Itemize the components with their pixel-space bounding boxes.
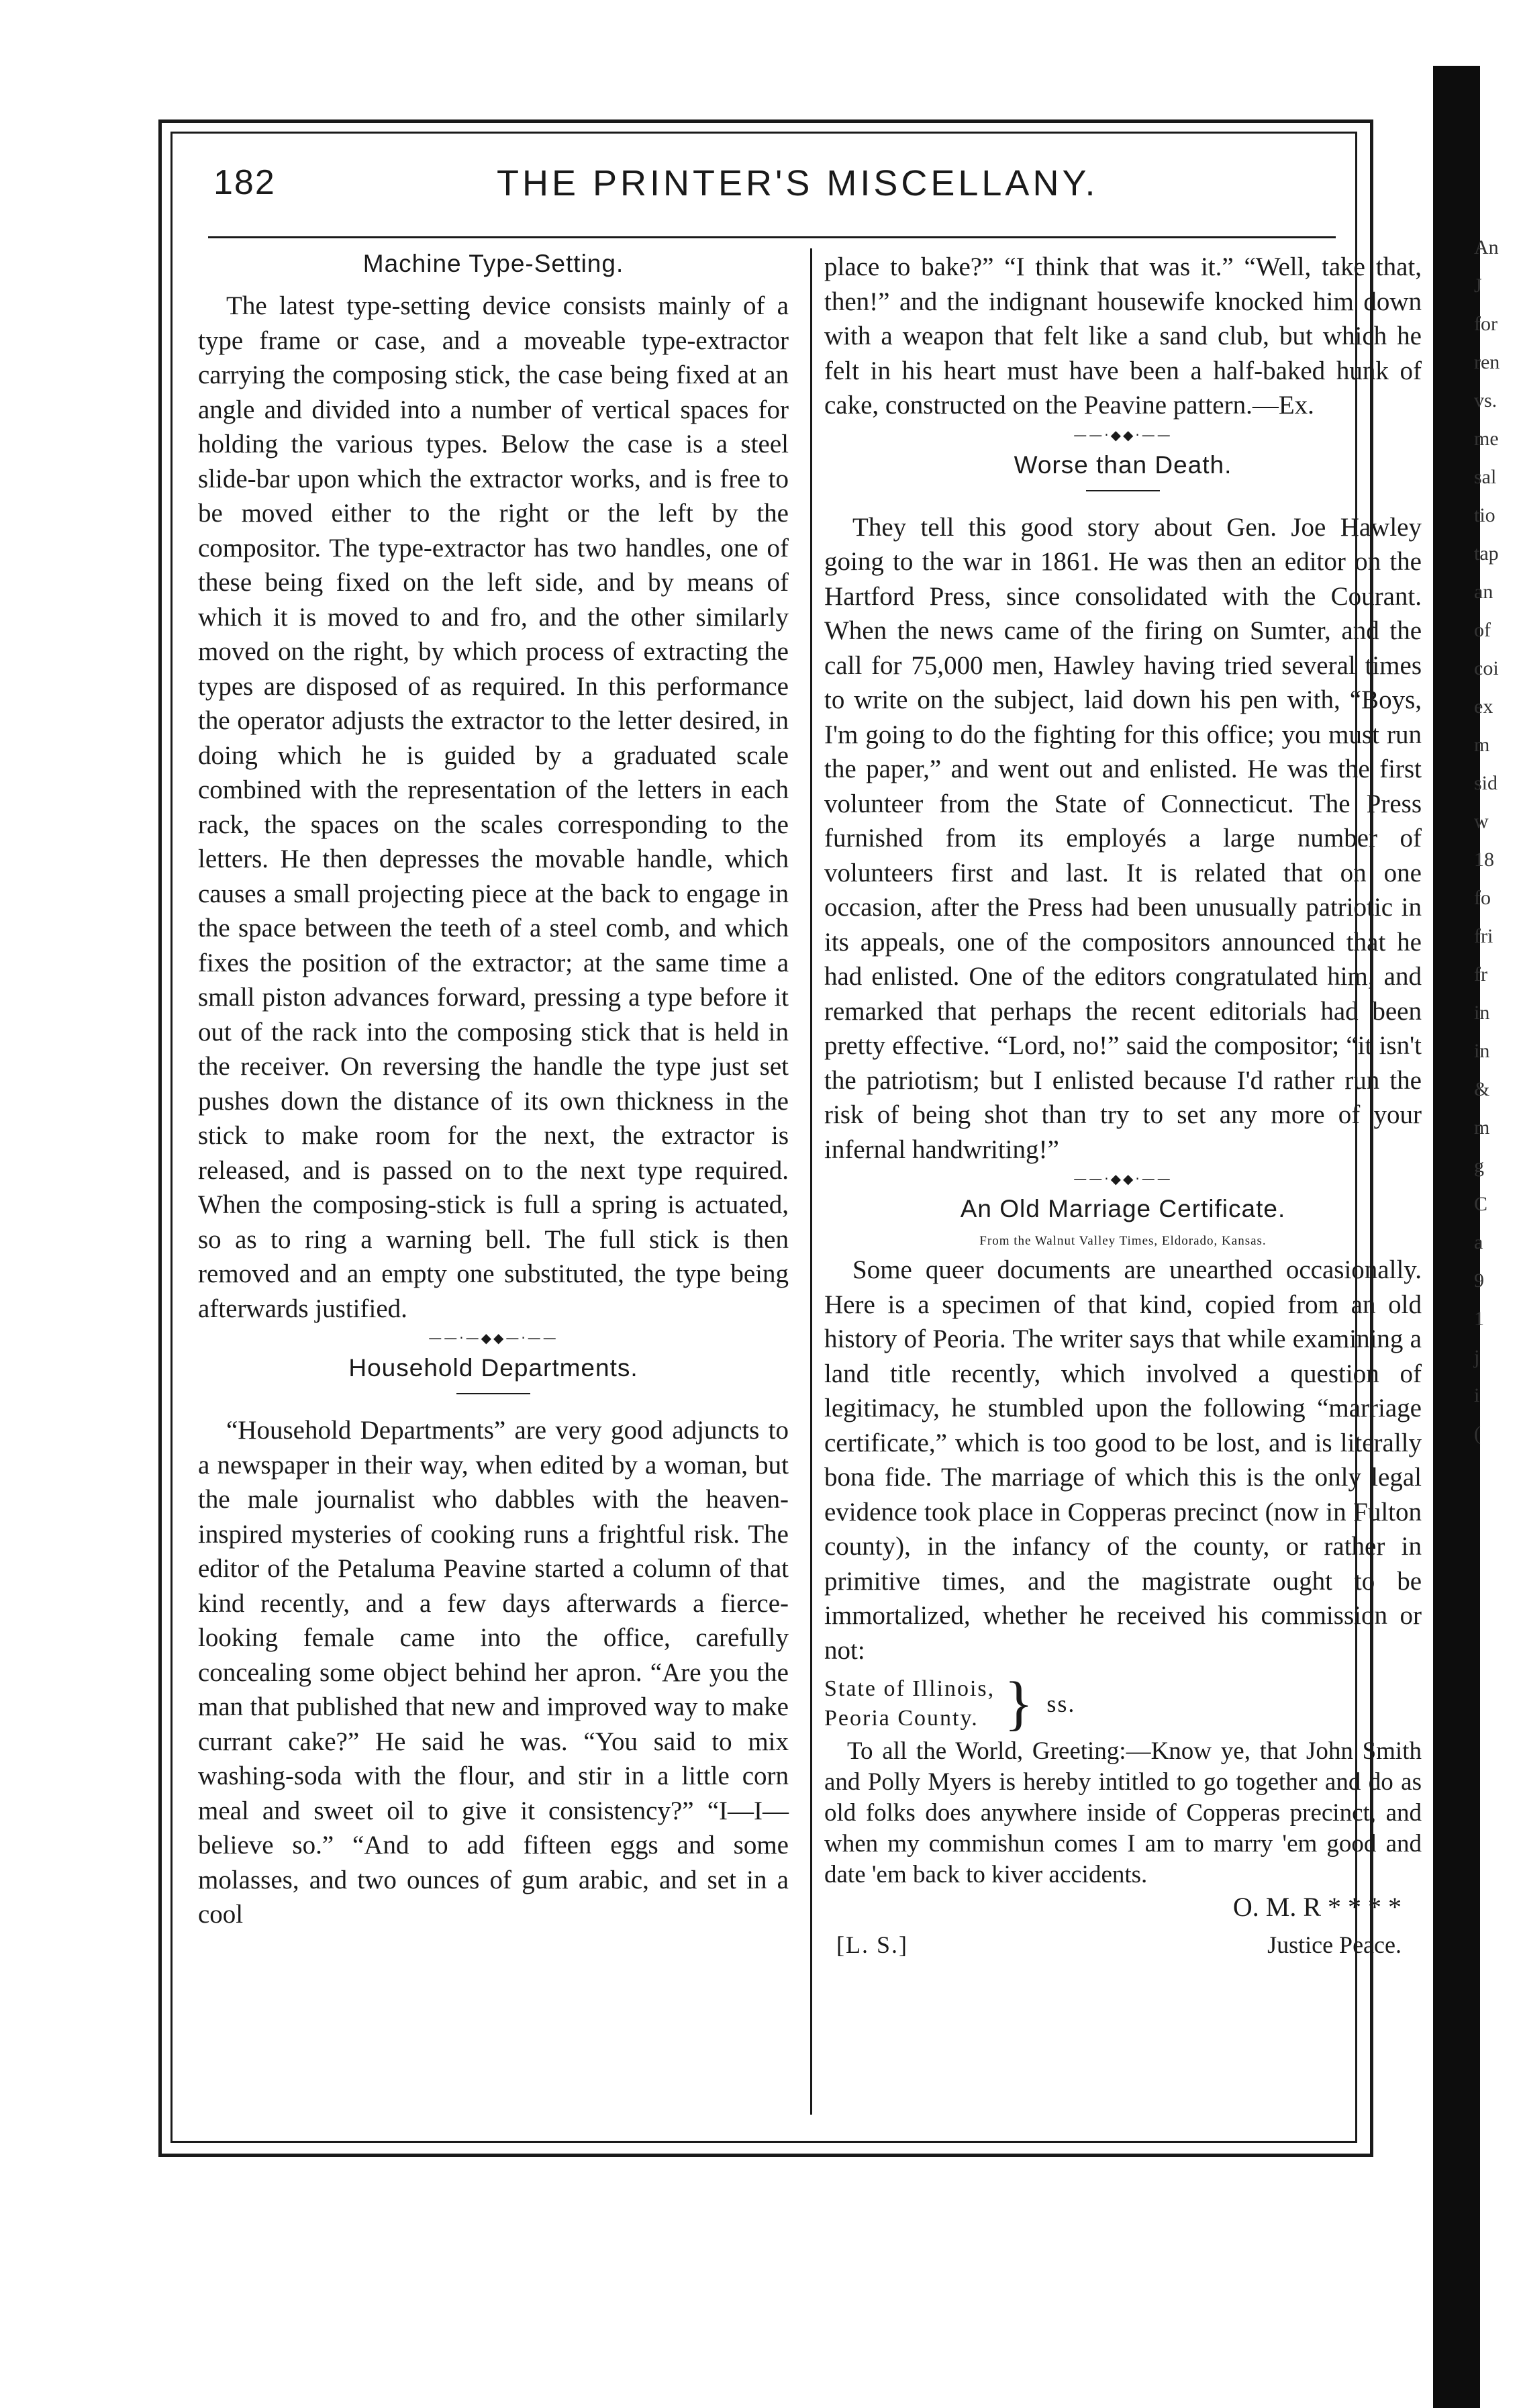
right-column xyxy=(824,250,1422,1960)
column-divider xyxy=(810,248,812,2115)
neighbor-fragment: & xyxy=(1474,1078,1490,1100)
neighbor-fragment: tio xyxy=(1474,504,1495,526)
neighbor-fragment: in xyxy=(1474,1040,1490,1062)
neighbor-fragment: j xyxy=(1474,1346,1480,1368)
neighbor-fragment: i xyxy=(1474,1384,1480,1406)
neighbor-fragment: ( xyxy=(1474,1423,1481,1445)
heading-rule xyxy=(456,1393,530,1394)
neighbor-fragment: in xyxy=(1474,1002,1490,1024)
neighbor-fragment: C xyxy=(1474,1193,1488,1215)
neighbor-fragment: for xyxy=(1474,313,1498,335)
certificate-venue xyxy=(824,1670,1422,1737)
neighbor-fragment: 1 xyxy=(1474,1308,1484,1330)
page-header xyxy=(201,162,1369,216)
article-paragraph: Some queer documents are unearthed occasionally. Here is a specimen of that kind, copied from an old history of Peoria. The writer says that while examining a land title recently, which involved a question of legitimacy, he stumbled upon the following “marriage certificate,” which is too good to be lost, and is literally bona fide. The marriage of which this is the only legal evidence took place in Copperas precinct (now in Fulton county), in the infancy of the county, or rather in primitive times, and the magistrate ought to be immortalized, whether he received his commission or not: xyxy=(824,1255,1422,1665)
neighbor-fragment: fo xyxy=(1474,887,1491,909)
neighbor-fragment: ex xyxy=(1474,695,1493,718)
neighbor-fragment: sid xyxy=(1474,772,1498,794)
certificate-footer xyxy=(824,1929,1422,1960)
neighbor-fragment: 9 xyxy=(1474,1269,1484,1292)
continued-paragraph: place to bake?” “I think that was it.” “Well, take that, then!” and the indignant housewife knocked him down with a weapon that felt like a sand club, but which he felt in his heart must have been a half-baked hunk of cake, constructed on the Peavine pattern.—Ex. xyxy=(824,252,1422,420)
article-paragraph: “Household Departments” are very good adjuncts to a newspaper in their way, when edited by a woman, but the male journalist who dabbles with the heaven-inspired mysteries of cooking runs a frightful risk. The editor of the Petaluma Peavine started a column of that kind recently, and a few days afterwards a fierce-looking female came into the office, carefully concealing some object behind her apron. “Are you the man that published that new and improved way to make currant cake?” He said he was. “You said to mix washing-soda with the flour, and stir in a little corn meal and sweet oil to give it consistency?” “I—I—believe so.” “And to add fifteen eggs and some molasses, and two ounces of gum arabic, and set in a cool xyxy=(198,1416,789,1929)
neighbor-fragment: me xyxy=(1474,428,1499,450)
neighbor-fragment: fri xyxy=(1474,925,1493,947)
neighbor-fragment: 18 xyxy=(1474,849,1494,871)
article-source-line: From the Walnut Valley Times, Eldorado, Kansas. xyxy=(979,1234,1267,1248)
neighbor-fragment: An xyxy=(1474,236,1499,258)
article-paragraph: The latest type-setting device consists mainly of a type frame or case, and a moveable type-extractor carrying the composing stick, the case being fixed at an angle and divided into a number of vertical spaces for holding the various types. Below the case is a steel slide-bar upon which the extractor works, and is free to be moved either to the right or the left by the compositor. The type-extractor has two handles, one of these being fixed on the left side, and by means of which it is moved to and fro, and the other similarly moved on the right, by which process of extracting the types are disposed of as required. In this performance the operator adjusts the extractor to the letter desired, in doing which he is guided by a graduated scale combined with the representation of the letters in each rack, the spaces on the scales corresponding to the letters. He then depresses the movable handle, which causes a small projecting piece at the back to engage in the space between the teeth of a steel comb, and which fixes the position of the extractor; at the same time a small piston advances forward, pressing a type before it out of the rack into the composing stick that is held in the receiver. On reversing the handle the type just set pushes down the distance of its own thickness in the stick to make room for the next, the extractor is released, and is passed on to the next type required. When the composing-stick is full a spring is actuated, so as to ring a warning bell. The full stick is then removed and an empty one substituted, the type being afterwards justified. xyxy=(198,291,789,1323)
brace-glyph: } xyxy=(1004,1670,1035,1737)
ornament-divider: ——·◆◆·—— xyxy=(1073,1171,1173,1187)
article-household-departments xyxy=(198,1354,789,1932)
certificate-county: Peoria County. xyxy=(824,1706,979,1731)
article-paragraph: They tell this good story about Gen. Joe Hawley going to the war in 1861. He was then an editor on the Hartford Press, since consolidated with the Courant. When the news came of the firing on Sumter, and the call for 75,000 men, Hawley having tried several times to write on the subject, laid down his pen with, “Boys, I'm going to do the fighting for this office; you must run the paper,” and went out and enlisted. He was the first volunteer from the State of Connecticut. The Press furnished from its employés a large number of volunteers first and last. It is related that on one occasion, after the Press had been unusually patriotic in its appeals, one of the compositors announced that he had enlisted. One of the editors congratulated him, and remarked that perhaps the recent editorials had been pretty effective. “Lord, no!” said the compositor; “it isn't the patriotism; but I enlisted because I'd rather run the risk of being shot than try to set any more of your infernal handwriting!” xyxy=(824,512,1422,1164)
heading-rule xyxy=(1086,490,1160,491)
article-machine-type-setting xyxy=(198,250,789,1326)
neighbor-fragment: a xyxy=(1474,1231,1483,1253)
certificate-title: Justice Peace. xyxy=(1267,1931,1402,1958)
article-heading: Household Departments. xyxy=(348,1354,638,1382)
neighbor-fragment: w xyxy=(1474,810,1489,832)
neighbor-fragment: m xyxy=(1474,734,1490,756)
neighbor-fragment: J xyxy=(1474,275,1482,297)
article-old-marriage-certificate xyxy=(824,1195,1422,1960)
neighbor-fragment: vs. xyxy=(1474,389,1498,412)
left-column xyxy=(198,250,789,1932)
neighbor-fragment: fr xyxy=(1474,963,1487,985)
neighbor-fragment: g xyxy=(1474,1155,1484,1177)
header-rule xyxy=(208,236,1336,238)
neighbor-fragment: tap xyxy=(1474,542,1499,565)
certificate-seal: [L. S.] xyxy=(836,1931,908,1958)
neighbor-fragment: of xyxy=(1474,619,1491,641)
article-heading: An Old Marriage Certificate. xyxy=(960,1195,1286,1222)
journal-title: THE PRINTER'S MISCELLANY. xyxy=(497,163,1099,203)
certificate-state: State of Illinois, xyxy=(824,1676,995,1701)
neighbor-fragment: coi xyxy=(1474,657,1499,679)
neighbor-fragment: m xyxy=(1474,1116,1490,1139)
neighbor-page-strip xyxy=(1463,228,1521,1445)
certificate-signature: O. M. R * * * * xyxy=(1232,1892,1402,1922)
ornament-divider: ——·—◆◆—·—— xyxy=(428,1330,558,1346)
article-worse-than-death xyxy=(824,451,1422,1167)
neighbor-fragment: sal xyxy=(1474,466,1497,488)
neighbor-fragment: an xyxy=(1474,581,1493,603)
page-number: 182 xyxy=(213,163,276,202)
ornament-divider: ——·◆◆·—— xyxy=(1073,426,1173,443)
certificate-ss: ss. xyxy=(1046,1690,1076,1717)
certificate-body: To all the World, Greeting:—Know ye, that John Smith and Polly Myers is hereby intitled to go together and do as old folks does anywhere inside of Copperas precinct, and when my commishun comes I am to marry 'em good and date 'em back to kiver accidents. xyxy=(824,1737,1422,1888)
article-heading: Worse than Death. xyxy=(1014,450,1232,479)
marriage-certificate xyxy=(824,1670,1422,1960)
article-heading: Machine Type-Setting. xyxy=(362,250,624,277)
neighbor-fragment: ren xyxy=(1474,351,1500,373)
